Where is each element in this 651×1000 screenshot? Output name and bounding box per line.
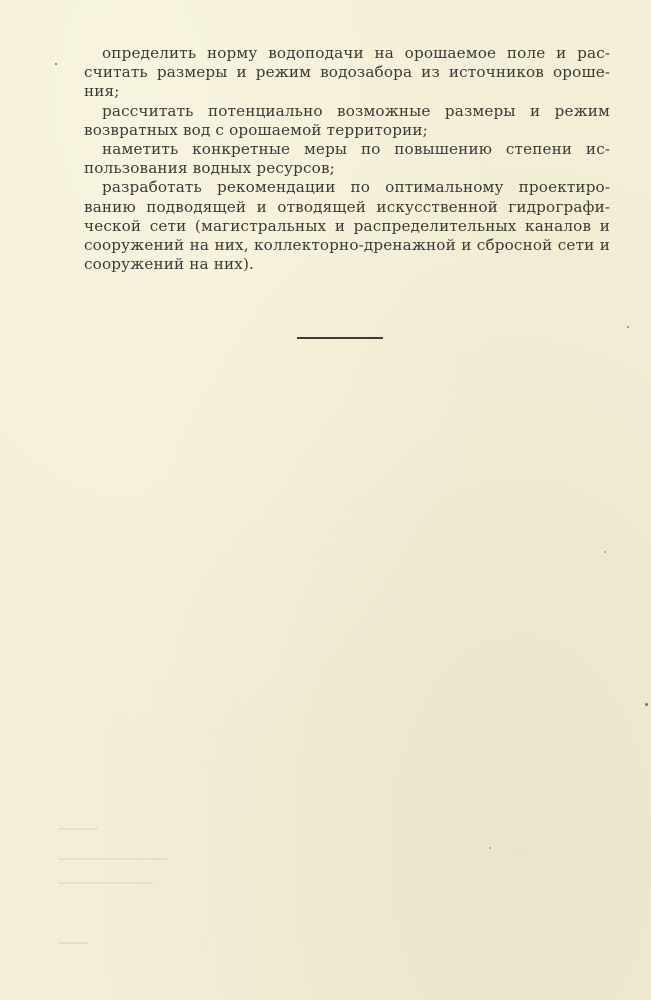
body-text — [84, 44, 610, 274]
paper-speck — [627, 326, 629, 328]
paper-speck — [489, 847, 491, 849]
paragraph-water-supply-norm: определить норму водоподачи на орошаемое поле и рассчитать размеры и режим водозабора из источников орошения; — [84, 44, 610, 101]
paper-speck — [604, 551, 606, 553]
paper-speck — [645, 703, 648, 706]
paper-speck — [55, 63, 57, 65]
section-end-rule — [297, 337, 383, 339]
bleed-through-marks — [58, 820, 178, 960]
paragraph-design-recommendations: разработать рекомендации по оптимальному проектированию подводящей и отводящей искусственной гидрографической сети (магистральных и распределительных каналов и сооружений на них, коллекторно-дренажной и сбросной сети и сооружений на них). — [84, 178, 610, 274]
paragraph-return-water: рассчитать потенциально возможные размеры и режим возвратных вод с орошаемой территории; — [84, 101, 610, 139]
paragraph-water-resources-measures: наметить конкретные меры по повышению степени использования водных ресурсов; — [84, 140, 610, 178]
